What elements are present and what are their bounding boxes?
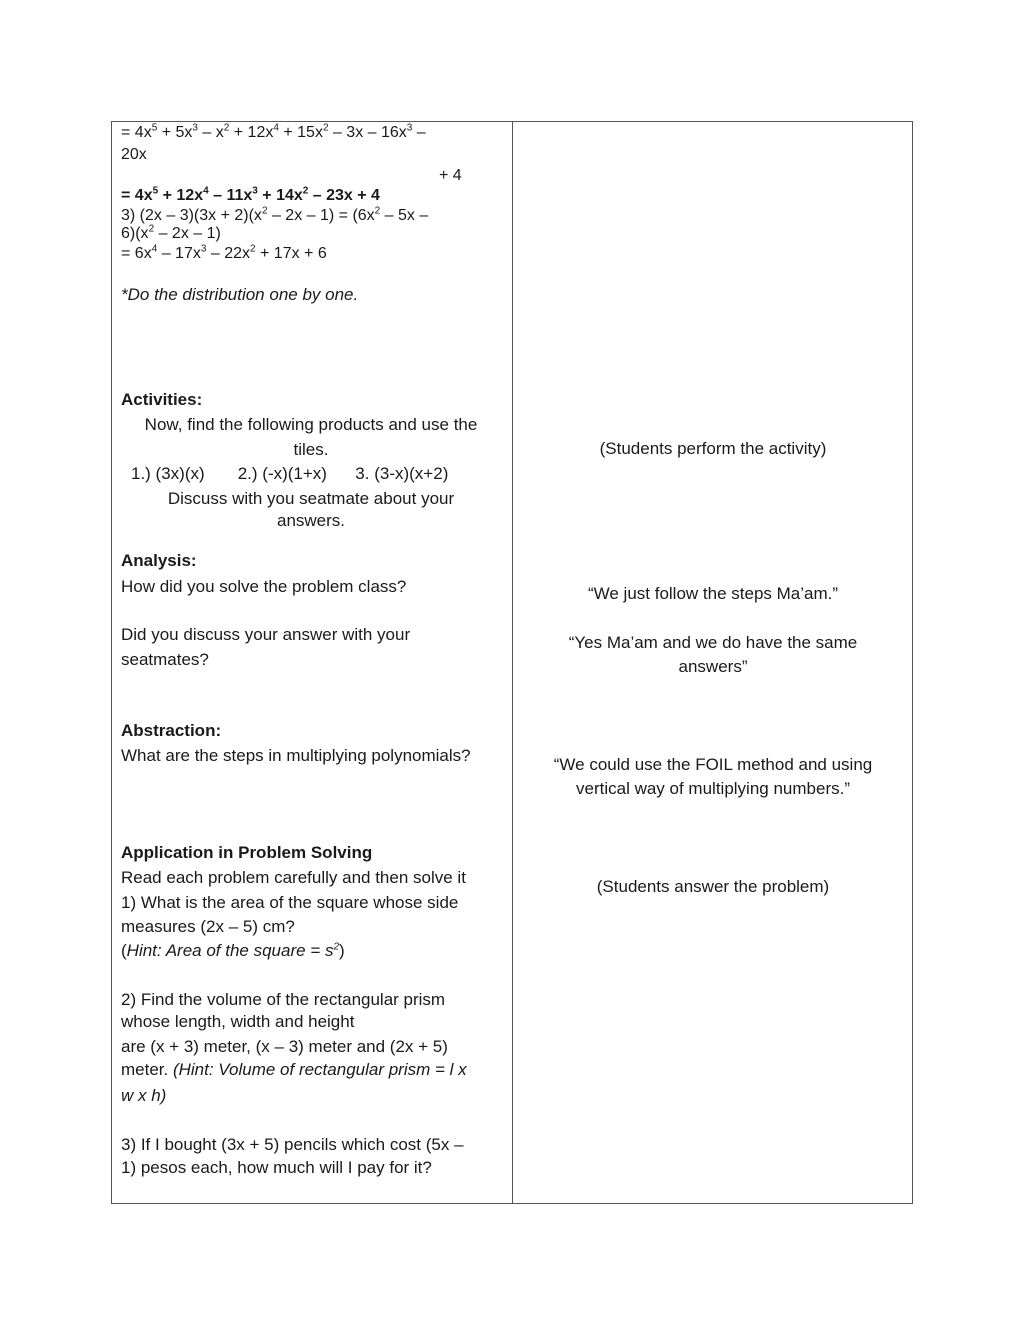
activities-items: 1.) (3x)(x) 2.) (-x)(1+x) 3. (3-x)(x+2) <box>131 464 449 483</box>
abstraction-question: What are the steps in multiplying polynomials? <box>121 746 471 765</box>
equation-3-line-3: = $6x^4 - 17x^3 - 22x^2 + 17x + 6$ <box>121 243 327 262</box>
problem-3-line-1: 3) If I bought (3x + 5) pencils which cost (5x – <box>121 1135 464 1154</box>
problem-3-line-2: 1) pesos each, how much will I pay for it? <box>121 1158 432 1177</box>
application-intro: Read each problem carefully and then solve it <box>121 868 466 887</box>
response-analysis-2-line-1: “Yes Ma’am and we do have the same <box>568 633 858 652</box>
problem-2-line-2: whose length, width and height <box>121 1012 355 1031</box>
analysis-question-1: How did you solve the problem class? <box>121 577 407 596</box>
problem-1-hint: (Hint: Area of the square = $s^2$) <box>121 941 345 960</box>
equation-3-line-1: 3) $(2x - 3)(3x + 2)(x^2 - 2x - 1) = (6x^2 - 5x$ – <box>121 205 429 224</box>
analysis-heading: Analysis: <box>121 551 197 570</box>
response-analysis-2-line-2: answers” <box>678 657 748 676</box>
response-abstraction-line-1: “We could use the FOIL method and using <box>553 755 873 774</box>
activities-line-2: tiles. <box>293 440 329 459</box>
equation-line-3: + 4 <box>439 167 462 184</box>
response-analysis-1: “We just follow the steps Ma’am.” <box>587 584 839 603</box>
abstraction-heading: Abstraction: <box>121 721 222 740</box>
analysis-question-2-line-2: seatmates? <box>121 650 209 669</box>
activities-heading: Activities: <box>121 390 203 409</box>
application-heading: Application in Problem Solving <box>121 843 373 862</box>
equation-3-line-2: $6)(x^2 - 2x - 1)$ <box>121 223 221 242</box>
problem-2-line-3: are (x + 3) meter, (x – 3) meter and (2x + 5) <box>121 1037 448 1056</box>
analysis-question-2-line-1: Did you discuss your answer with your <box>121 625 411 644</box>
equation-line-2: 20x <box>121 146 147 163</box>
response-application: (Students answer the problem) <box>596 877 830 896</box>
response-activity: (Students perform the activity) <box>599 439 827 458</box>
activities-line-1: Now, find the following products and use the <box>144 415 478 434</box>
problem-2-line-4: meter. (Hint: Volume of rectangular prism = l x <box>121 1060 467 1079</box>
equation-result: = $4x^5 + 12x^4 - 11x^3 + 14x^2 - 23x + 4$ <box>121 185 380 204</box>
problem-1-line-1: 1) What is the area of the square whose side <box>121 893 459 912</box>
activities-line-4: answers. <box>276 511 346 530</box>
activities-line-3: Discuss with you seatmate about your <box>167 489 455 508</box>
problem-2-line-5: w x h) <box>121 1086 167 1105</box>
equation-line-1: = $4x^5 + 5x^3 - x^2 + 12x^4 + 15x^2 - 3x - 16x^3$ – <box>121 122 426 141</box>
problem-1-line-2: measures (2x – 5) cm? <box>121 917 295 936</box>
distribution-note: *Do the distribution one by one. <box>121 285 359 304</box>
problem-2-line-1: 2) Find the volume of the rectangular prism <box>121 990 446 1009</box>
response-abstraction-line-2: vertical way of multiplying numbers.” <box>576 779 850 798</box>
